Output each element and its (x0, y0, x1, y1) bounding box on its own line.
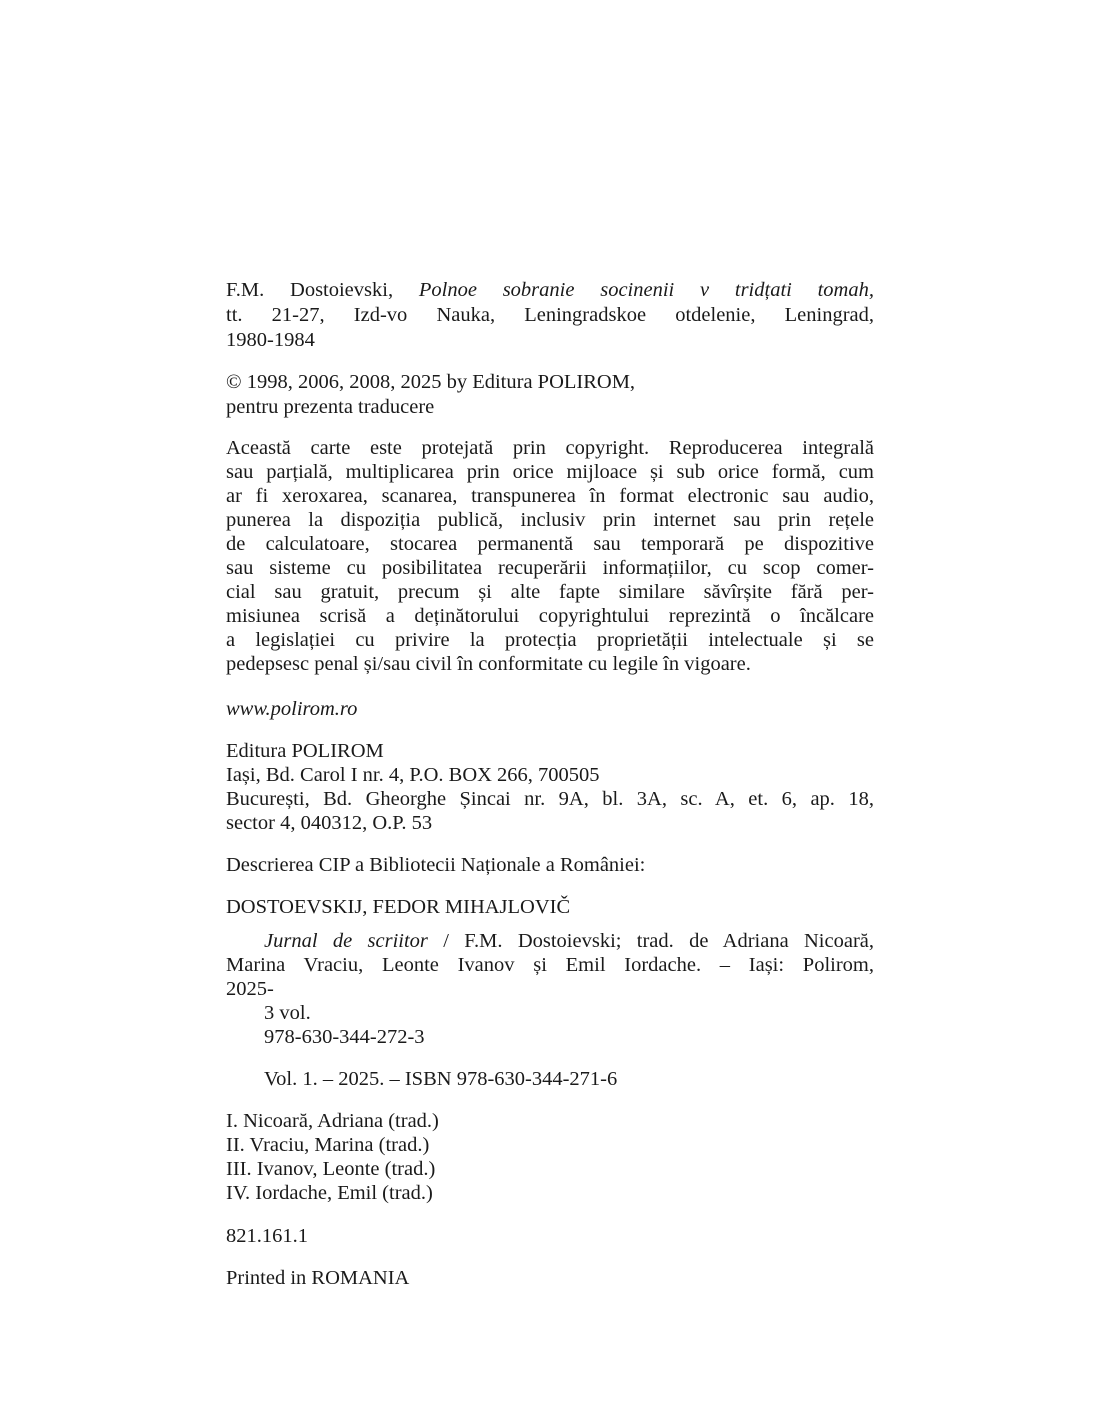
printed-in: Printed in ROMANIA (226, 1267, 410, 1289)
notice-line: cial sau gratuit, precum și alte fapte similare săvîrșite fără per- (226, 581, 874, 603)
cip-added-entry: III. Ivanov, Leonte (trad.) (226, 1158, 436, 1180)
notice-line: misiunea scrisă a deținătorului copyrightului reprezintă o încălcare (226, 605, 874, 627)
publisher-address-bucuresti: București, Bd. Gheorghe Șincai nr. 9A, bl. 3A, sc. A, et. 6, ap. 18, (226, 788, 874, 810)
original-edition-line-1 (226, 278, 874, 302)
cip-volumes: 3 vol. (264, 1002, 311, 1024)
cip-main-entry: DOSTOEVSKIJ, FEDOR MIHAJLOVIČ (226, 896, 571, 918)
notice-line: pedepsesc penal și/sau civil în conformitate cu legile în vigoare. (226, 653, 751, 675)
original-edition-line-3: 1980-1984 (226, 329, 315, 351)
notice-line: Această carte este protejată prin copyright. Reproducerea integrală (226, 437, 874, 459)
cip-added-entry: II. Vraciu, Marina (trad.) (226, 1134, 430, 1156)
original-title: Polnoe sobranie socinenii v tridțati tomah, (418, 279, 874, 301)
cip-statement-line-1 (264, 929, 874, 953)
publisher-name: Editura POLIROM (226, 740, 384, 762)
publisher-address-iasi: Iași, Bd. Carol I nr. 4, P.O. BOX 266, 700505 (226, 764, 600, 786)
cip-statement-line-3: 2025- (226, 978, 274, 1000)
original-author: F.M. Dostoievski, (226, 279, 419, 301)
cip-classification: 821.161.1 (226, 1225, 308, 1247)
website-link[interactable] (226, 697, 357, 721)
website-text[interactable]: www.polirom.ro (226, 698, 358, 720)
notice-line: a legislației cu privire la protecția proprietății intelectuale și se (226, 629, 874, 651)
cip-statement-rest: / F.M. Dostoievski; trad. de Adriana Nicoară, (427, 930, 875, 952)
cip-volume-line: Vol. 1. – 2025. – ISBN 978-630-344-271-6 (264, 1068, 618, 1090)
cip-heading: Descrierea CIP a Bibliotecii Naționale a României: (226, 854, 646, 876)
cip-isbn-set: 978-630-344-272-3 (264, 1026, 425, 1048)
cip-statement-line-2: Marina Vraciu, Leonte Ivanov și Emil Iordache. – Iași: Polirom, (226, 954, 874, 976)
copyright-translation: pentru prezenta traducere (226, 396, 435, 418)
notice-line: de calculatoare, stocarea permanentă sau temporară pe dispozitive (226, 533, 874, 555)
cip-added-entry: IV. Iordache, Emil (trad.) (226, 1182, 433, 1204)
copyright-line: © 1998, 2006, 2008, 2025 by Editura POLIROM, (226, 371, 636, 393)
notice-line: ar fi xeroxarea, scanarea, transpunerea în format electronic sau audio, (226, 485, 874, 507)
cip-added-entry: I. Nicoară, Adriana (trad.) (226, 1110, 439, 1132)
copyright-page (226, 0, 874, 1422)
notice-line: sau sisteme cu posibilitatea recuperării informațiilor, cu scop comer- (226, 557, 874, 579)
notice-line: punerea la dispoziția publică, inclusiv prin internet sau prin rețele (226, 509, 874, 531)
cip-work-title: Jurnal de scriitor (264, 930, 428, 952)
publisher-address-bucuresti-2: sector 4, 040312, O.P. 53 (226, 812, 433, 834)
notice-line: sau parțială, multiplicarea prin orice mijloace și sub orice formă, cum (226, 461, 874, 483)
original-edition-line-2: tt. 21-27, Izd-vo Nauka, Leningradskoe otdelenie, Leningrad, (226, 304, 874, 326)
